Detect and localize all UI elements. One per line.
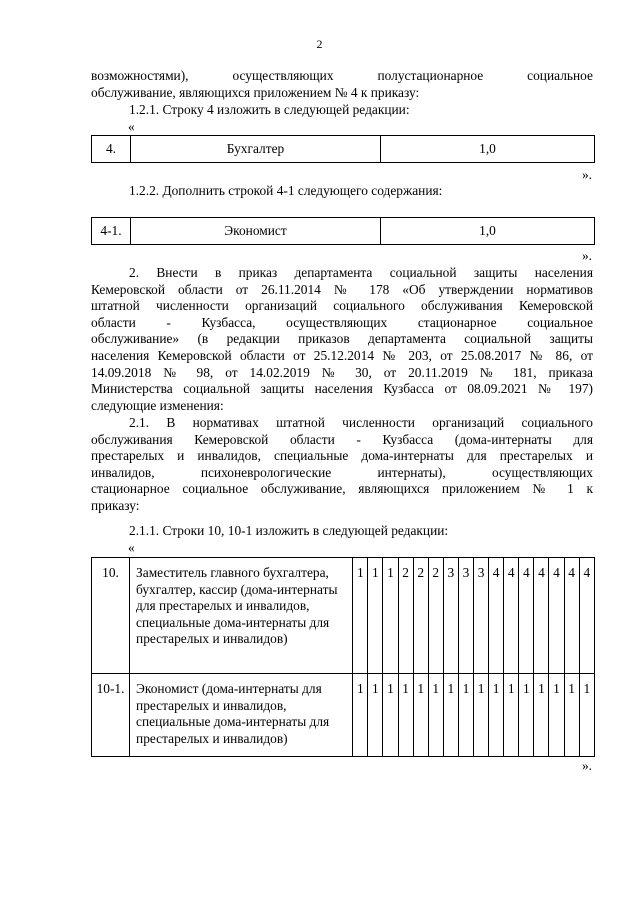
staff-value: 1,0 — [381, 136, 595, 163]
intro-word: возможностями), — [91, 68, 189, 83]
table-row — [92, 558, 595, 674]
paragraph-line: обслуживания Кемеровской области - Кузбасса (дома-интернаты для — [91, 431, 593, 447]
staff-value-cell: 4 — [489, 558, 504, 674]
staff-value-cell: 4 — [519, 558, 534, 674]
staff-value-cell: 1 — [383, 558, 398, 674]
position-name: Экономист — [131, 218, 381, 245]
staff-value-cell: 1 — [413, 674, 428, 757]
item-2-1-1: 2.1.1. Строки 10, 10-1 изложить в следующей редакции: — [129, 523, 449, 538]
table-row-4-1 — [91, 217, 595, 245]
staff-value: 1,0 — [381, 218, 595, 245]
staff-value-cell: 1 — [368, 558, 383, 674]
paragraph-line: населения Кемеровской области от 25.12.2014 № 203, от 25.08.2017 № 86, от — [91, 347, 593, 363]
table-row — [92, 674, 595, 757]
open-quote: « — [128, 119, 135, 134]
staff-value-cell: 1 — [353, 558, 368, 674]
staff-value-cell: 3 — [443, 558, 458, 674]
staff-value-cell: 3 — [474, 558, 489, 674]
paragraph-line: Кемеровской области от 26.11.2014 № 178 «Об утверждении нормативов — [91, 281, 593, 297]
staff-value-cell: 1 — [489, 674, 504, 757]
position-description: Экономист (дома-интернаты для престарелых и инвалидов, специальные дома-интернаты для престарелых и инвалидов) — [130, 674, 353, 757]
staff-value-cell: 1 — [458, 674, 473, 757]
staff-value-cell: 4 — [534, 558, 549, 674]
paragraph-line: области - Кузбасса, осуществляющих стационарное социальное — [91, 314, 593, 330]
staff-value-cell: 4 — [564, 558, 579, 674]
intro-paragraph — [91, 68, 593, 101]
intro-line: обслуживание, являющихся приложением № 4 к приказу: — [91, 84, 420, 100]
intro-word: полустационарное — [377, 68, 484, 83]
staff-value-cell: 3 — [458, 558, 473, 674]
paragraph-line: обслуживание» (в редакции приказов департамента социальной защиты — [91, 331, 593, 347]
staff-value-cell: 1 — [504, 674, 519, 757]
staff-value-cell: 2 — [413, 558, 428, 674]
staff-value-cell: 4 — [579, 558, 594, 674]
staff-value-cell: 1 — [519, 674, 534, 757]
paragraph-line: Министерства социальной защиты населения Кузбасса от 08.09.2021 № 197) — [91, 381, 593, 397]
paragraph-line: 2. Внести в приказ департамента социальной защиты населения — [129, 265, 593, 280]
staff-value-cell: 1 — [579, 674, 594, 757]
staff-value-cell: 1 — [534, 674, 549, 757]
row-number: 10. — [92, 558, 130, 674]
row-number: 10-1. — [92, 674, 130, 757]
staff-value-cell: 1 — [428, 674, 443, 757]
page-number: 2 — [316, 37, 323, 51]
paragraph-line: штатной численности организаций социального обслуживания Кемеровской — [91, 298, 593, 314]
paragraph-line: стационарное социальное обслуживание, являющихся приложением № 1 к — [91, 481, 593, 497]
staff-value-cell: 1 — [368, 674, 383, 757]
paragraph-line: престарелых и инвалидов, специальные дома-интернаты для престарелых и — [91, 448, 593, 464]
position-description: Заместитель главного бухгалтера, бухгалтер, кассир (дома-интернаты для престарелых и инвалидов, специальные дома-интернаты для престарелых и инвалидов) — [130, 558, 353, 674]
intro-word: осуществляющих — [232, 68, 334, 83]
paragraph-line: 2.1. В нормативах штатной численности организаций социального — [129, 415, 593, 430]
table-row-4 — [91, 135, 595, 163]
close-quote: ». — [581, 758, 592, 773]
staff-value-cell: 4 — [549, 558, 564, 674]
item-2-1-paragraph — [91, 415, 593, 515]
intro-word: социальное — [527, 68, 593, 83]
staff-value-cell: 1 — [398, 674, 413, 757]
table-rows-10 — [91, 557, 595, 757]
staff-value-cell: 1 — [353, 674, 368, 757]
close-quote: ». — [581, 167, 592, 182]
staff-value-cell: 4 — [504, 558, 519, 674]
staff-value-cell: 1 — [549, 674, 564, 757]
staff-value-cell: 1 — [564, 674, 579, 757]
staff-value-cell: 1 — [383, 674, 398, 757]
staff-value-cell: 1 — [443, 674, 458, 757]
staff-value-cell: 1 — [474, 674, 489, 757]
row-number: 4. — [92, 136, 131, 163]
staff-value-cell: 2 — [428, 558, 443, 674]
paragraph-line: инвалидов, психоневрологические интернаты), осуществляющих — [91, 464, 593, 480]
paragraph-line: 14.09.2018 № 98, от 14.02.2019 № 30, от 20.11.2019 № 181, приказа — [91, 364, 593, 380]
paragraph-line: приказу: — [91, 497, 140, 513]
position-name: Бухгалтер — [131, 136, 381, 163]
item-2-paragraph — [91, 265, 593, 414]
paragraph-line: следующие изменения: — [91, 397, 224, 413]
item-1-2-2: 1.2.2. Дополнить строкой 4-1 следующего содержания: — [129, 183, 443, 198]
row-number: 4-1. — [92, 218, 131, 245]
staff-value-cell: 2 — [398, 558, 413, 674]
close-quote: ». — [581, 248, 592, 263]
item-1-2-1: 1.2.1. Строку 4 изложить в следующей редакции: — [129, 102, 410, 117]
open-quote: « — [128, 540, 135, 555]
